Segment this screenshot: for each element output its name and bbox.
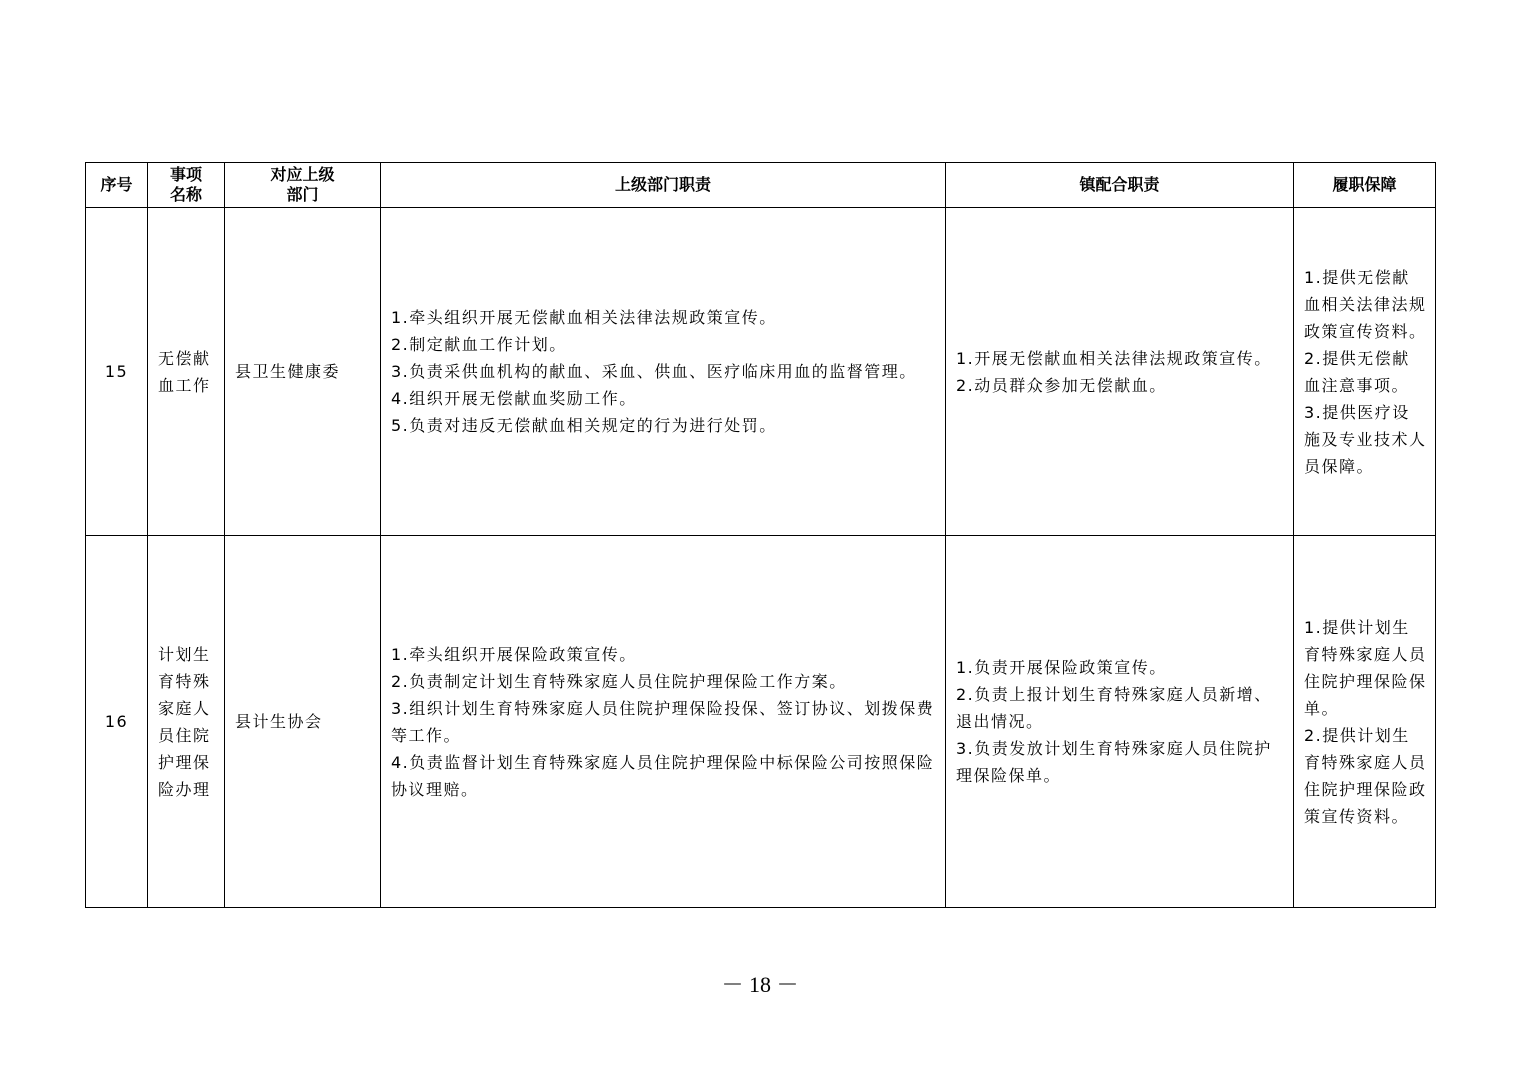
duty-item: 2.制定献血工作计划。	[391, 335, 567, 354]
row-town-duties	[946, 536, 1294, 908]
duty-item: 3.负责采供血机构的献血、采血、供血、医疗临床用血的监督管理。	[391, 362, 917, 381]
duty-item: 3.组织计划生育特殊家庭人员住院护理保险投保、签订协议、划拨保费等工作。	[391, 698, 935, 745]
guarantee-item: 3.提供医疗设施及专业技术人员保障。	[1304, 402, 1427, 476]
duty-item: 2.负责制定计划生育特殊家庭人员住院护理保险工作方案。	[391, 671, 847, 691]
duty-item: 4.负责监督计划生育特殊家庭人员住院护理保险中标保险公司按照保险协议理赔。	[391, 752, 935, 799]
row-guarantees	[1294, 536, 1436, 908]
header-row	[86, 163, 1436, 208]
table-row	[86, 536, 1436, 908]
guarantee-item: 1.提供计划生育特殊家庭人员住院护理保险保单。	[1304, 617, 1427, 718]
header-item-name: 事项 名称	[148, 163, 225, 208]
duty-item: 1.负责开展保险政策宣传。	[956, 658, 1167, 677]
page-number: － 18 －	[721, 972, 799, 997]
guarantee-item: 1.提供无偿献血相关法律法规政策宣传资料。	[1304, 267, 1427, 341]
header-guarantees: 履职保障	[1294, 163, 1436, 208]
duty-item: 2.动员群众参加无偿献血。	[956, 375, 1167, 395]
duty-item: 4.组织开展无偿献血奖励工作。	[391, 389, 637, 408]
duty-item: 5.负责对违反无偿献血相关规定的行为进行处罚。	[391, 416, 777, 435]
row-superior-duties	[381, 536, 946, 908]
duty-item: 1.开展无偿献血相关法律法规政策宣传。	[956, 348, 1272, 368]
row-seq: 16	[86, 536, 148, 908]
row-town-duties	[946, 208, 1294, 536]
duty-item: 2.负责上报计划生育特殊家庭人员新增、退出情况。	[956, 685, 1272, 731]
table-row	[86, 208, 1436, 536]
row-superior-dept: 县卫生健康委	[225, 208, 381, 536]
row-superior-dept: 县计生协会	[225, 536, 381, 908]
duty-item: 1.牵头组织开展无偿献血相关法律法规政策宣传。	[391, 308, 777, 327]
row-guarantees	[1294, 208, 1436, 536]
header-superior-dept: 对应上级 部门	[225, 163, 381, 208]
header-superior-duties: 上级部门职责	[381, 163, 946, 208]
header-seq: 序号	[86, 163, 148, 208]
guarantee-item: 2.提供计划生育特殊家庭人员住院护理保险政策宣传资料。	[1304, 725, 1427, 826]
duty-table	[85, 162, 1436, 908]
row-item-name: 计划生育特殊家庭人员住院护理保险办理	[148, 536, 225, 908]
header-town-duties: 镇配合职责	[946, 163, 1294, 208]
duty-item: 1.牵头组织开展保险政策宣传。	[391, 644, 637, 664]
row-seq: 15	[86, 208, 148, 536]
row-item-name: 无偿献血工作	[148, 208, 225, 536]
row-superior-duties	[381, 208, 946, 536]
duty-item: 3.负责发放计划生育特殊家庭人员住院护理保险保单。	[956, 739, 1272, 785]
guarantee-item: 2.提供无偿献血注意事项。	[1304, 348, 1410, 395]
